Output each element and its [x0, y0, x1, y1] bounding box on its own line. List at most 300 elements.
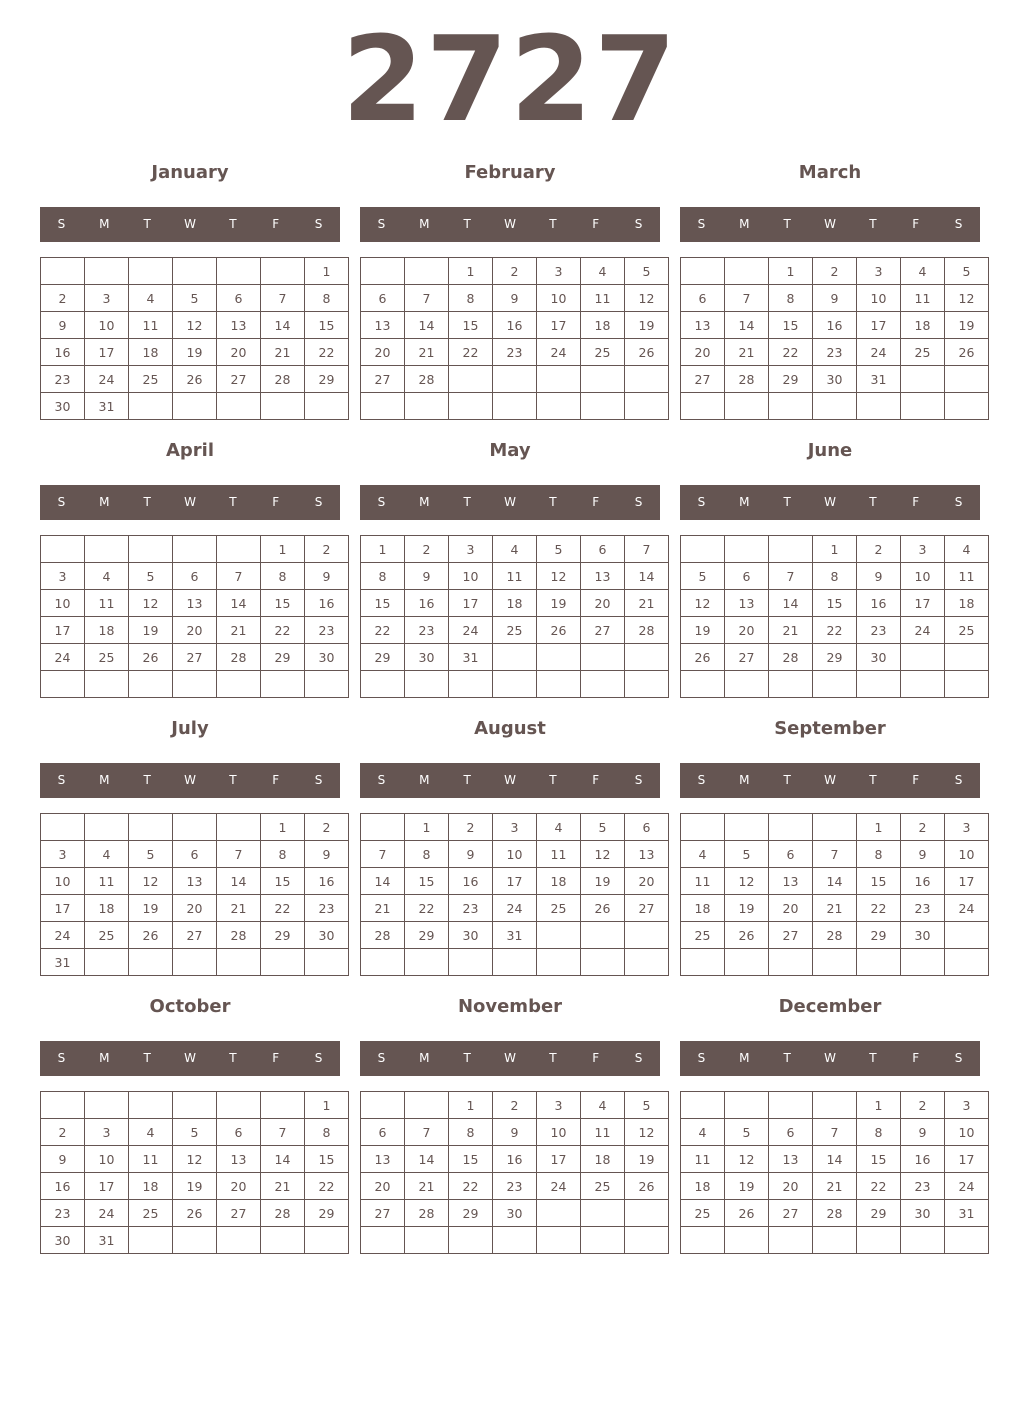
weekday-label: T [549, 1051, 557, 1065]
day-cell [405, 258, 449, 285]
weekday-header-bar [40, 485, 340, 520]
day-cell: 11 [681, 1146, 725, 1173]
day-cell: 14 [217, 868, 261, 895]
day-cell: 26 [725, 1200, 769, 1227]
day-cell [725, 536, 769, 563]
weekday-label: T [783, 495, 791, 509]
weekday-label: T [463, 495, 471, 509]
weekday-label: T [143, 495, 151, 509]
week-row [41, 617, 349, 644]
day-cell: 25 [681, 1200, 725, 1227]
day-cell: 23 [813, 339, 857, 366]
week-row [361, 1227, 669, 1254]
day-cell [217, 536, 261, 563]
day-cell: 8 [361, 563, 405, 590]
weekday-label: S [377, 773, 386, 787]
day-cell: 8 [769, 285, 813, 312]
day-cell: 22 [857, 895, 901, 922]
weekday-label: S [954, 773, 963, 787]
day-cell: 4 [901, 258, 945, 285]
day-cell: 4 [129, 285, 173, 312]
weekday-label: T [549, 495, 557, 509]
day-cell: 28 [217, 922, 261, 949]
day-cell: 9 [405, 563, 449, 590]
day-cell [405, 671, 449, 698]
day-grid [360, 535, 669, 698]
week-row [681, 895, 989, 922]
day-cell [173, 393, 217, 420]
day-cell: 22 [261, 617, 305, 644]
day-cell: 30 [449, 922, 493, 949]
day-cell: 27 [173, 922, 217, 949]
day-cell: 20 [361, 1173, 405, 1200]
week-row [361, 393, 669, 420]
day-cell: 20 [173, 895, 217, 922]
day-cell [173, 814, 217, 841]
day-cell: 21 [217, 895, 261, 922]
day-cell: 6 [173, 563, 217, 590]
week-row [681, 617, 989, 644]
weekday-label: T [869, 1051, 877, 1065]
day-cell [681, 1227, 725, 1254]
day-cell: 21 [625, 590, 669, 617]
day-cell: 15 [857, 868, 901, 895]
weekday-label: S [314, 773, 323, 787]
day-cell: 19 [581, 868, 625, 895]
weekday-label: S [634, 773, 643, 787]
day-cell [261, 258, 305, 285]
day-cell: 14 [261, 1146, 305, 1173]
day-cell: 9 [41, 312, 85, 339]
day-cell: 26 [537, 617, 581, 644]
weekday-label: F [272, 1051, 280, 1065]
day-cell: 19 [681, 617, 725, 644]
day-cell: 3 [901, 536, 945, 563]
day-cell: 17 [449, 590, 493, 617]
day-cell: 12 [725, 1146, 769, 1173]
day-cell: 13 [581, 563, 625, 590]
week-row [361, 1200, 669, 1227]
day-cell: 3 [493, 814, 537, 841]
day-cell [813, 671, 857, 698]
day-cell: 7 [813, 1119, 857, 1146]
weekday-label: M [739, 495, 750, 509]
day-cell: 28 [361, 922, 405, 949]
day-cell [449, 1227, 493, 1254]
day-cell: 22 [769, 339, 813, 366]
day-cell: 2 [813, 258, 857, 285]
day-cell: 29 [261, 644, 305, 671]
day-cell: 11 [901, 285, 945, 312]
day-cell [901, 949, 945, 976]
day-cell [493, 949, 537, 976]
week-row [681, 671, 989, 698]
day-cell: 19 [173, 1173, 217, 1200]
day-cell: 28 [405, 1200, 449, 1227]
day-cell: 21 [217, 617, 261, 644]
week-row [361, 536, 669, 563]
week-row [681, 1227, 989, 1254]
day-cell: 28 [769, 644, 813, 671]
week-row [41, 563, 349, 590]
day-cell: 13 [769, 868, 813, 895]
weekday-label: S [57, 495, 66, 509]
weekday-label: S [314, 217, 323, 231]
weekday-label: M [99, 773, 110, 787]
weekday-label: F [592, 1051, 600, 1065]
day-cell: 27 [361, 366, 405, 393]
day-cell [85, 536, 129, 563]
month-name: September [774, 718, 886, 739]
day-cell [361, 671, 405, 698]
weekday-label: T [143, 1051, 151, 1065]
day-cell: 10 [493, 841, 537, 868]
weekday-label: T [463, 773, 471, 787]
week-row [681, 922, 989, 949]
day-cell [85, 949, 129, 976]
month-name: March [798, 162, 862, 183]
day-cell [725, 1092, 769, 1119]
day-cell [537, 1200, 581, 1227]
day-cell: 10 [857, 285, 901, 312]
weekday-label: S [954, 1051, 963, 1065]
day-cell [405, 949, 449, 976]
day-cell: 24 [945, 895, 989, 922]
month-name: August [474, 718, 546, 739]
day-cell [681, 536, 725, 563]
weekday-label: S [634, 1051, 643, 1065]
day-cell [305, 671, 349, 698]
day-cell: 17 [945, 868, 989, 895]
day-cell [173, 1227, 217, 1254]
day-cell: 18 [681, 1173, 725, 1200]
day-cell: 13 [217, 1146, 261, 1173]
day-cell: 24 [493, 895, 537, 922]
weekday-header-bar [680, 763, 980, 798]
day-cell [725, 1227, 769, 1254]
day-cell [901, 1227, 945, 1254]
day-cell: 4 [681, 1119, 725, 1146]
day-cell [85, 1092, 129, 1119]
day-grid [680, 535, 989, 698]
day-cell: 24 [41, 922, 85, 949]
day-cell: 7 [261, 285, 305, 312]
day-cell: 5 [625, 1092, 669, 1119]
day-cell: 27 [173, 644, 217, 671]
weekday-label: T [143, 217, 151, 231]
day-cell [769, 814, 813, 841]
day-cell [305, 1227, 349, 1254]
day-cell: 10 [901, 563, 945, 590]
weekday-label: S [634, 217, 643, 231]
day-cell [405, 393, 449, 420]
day-cell: 5 [537, 536, 581, 563]
week-row [361, 922, 669, 949]
day-cell: 16 [901, 1146, 945, 1173]
day-cell [537, 644, 581, 671]
weekday-label: F [592, 217, 600, 231]
day-cell: 31 [945, 1200, 989, 1227]
weekday-label: T [229, 217, 237, 231]
day-cell: 4 [581, 258, 625, 285]
day-cell: 9 [305, 563, 349, 590]
day-cell: 23 [305, 617, 349, 644]
day-cell: 25 [493, 617, 537, 644]
week-row [41, 841, 349, 868]
day-cell: 30 [901, 922, 945, 949]
day-grid [40, 535, 349, 698]
weekday-label: M [419, 495, 430, 509]
day-cell: 10 [537, 285, 581, 312]
day-cell: 13 [681, 312, 725, 339]
weekday-label: T [783, 773, 791, 787]
week-row [41, 339, 349, 366]
day-cell: 17 [41, 895, 85, 922]
day-cell: 5 [173, 1119, 217, 1146]
day-cell [945, 1227, 989, 1254]
day-cell: 24 [901, 617, 945, 644]
weekday-header-bar [360, 1041, 660, 1076]
week-row [681, 590, 989, 617]
day-cell [581, 366, 625, 393]
day-cell [945, 671, 989, 698]
day-cell: 31 [493, 922, 537, 949]
day-cell: 3 [537, 258, 581, 285]
day-cell: 3 [449, 536, 493, 563]
day-cell: 20 [217, 1173, 261, 1200]
month-name: December [778, 996, 882, 1017]
week-row [361, 617, 669, 644]
day-cell: 27 [725, 644, 769, 671]
weekday-header-bar [360, 763, 660, 798]
weekday-header-bar [680, 485, 980, 520]
day-cell: 18 [537, 868, 581, 895]
day-cell: 30 [305, 922, 349, 949]
weekday-label: M [739, 217, 750, 231]
week-row [681, 841, 989, 868]
weekday-label: S [377, 495, 386, 509]
day-cell: 16 [813, 312, 857, 339]
week-row [681, 366, 989, 393]
day-cell [581, 922, 625, 949]
day-cell: 10 [537, 1119, 581, 1146]
day-cell: 10 [945, 841, 989, 868]
day-cell: 11 [581, 1119, 625, 1146]
day-cell: 7 [405, 285, 449, 312]
day-cell [261, 671, 305, 698]
day-cell: 12 [537, 563, 581, 590]
day-cell [725, 949, 769, 976]
day-cell [725, 258, 769, 285]
day-cell: 2 [405, 536, 449, 563]
day-cell: 22 [449, 339, 493, 366]
week-row [681, 393, 989, 420]
day-cell: 9 [901, 841, 945, 868]
day-cell: 16 [901, 868, 945, 895]
day-cell: 8 [261, 841, 305, 868]
day-cell: 27 [217, 366, 261, 393]
day-cell: 1 [261, 814, 305, 841]
week-row [41, 393, 349, 420]
day-cell: 3 [85, 1119, 129, 1146]
week-row [361, 949, 669, 976]
weekday-label: F [592, 773, 600, 787]
weekday-label: M [739, 1051, 750, 1065]
day-grid [680, 813, 989, 976]
day-cell: 5 [625, 258, 669, 285]
day-cell: 18 [129, 1173, 173, 1200]
week-row [681, 1200, 989, 1227]
week-row [41, 366, 349, 393]
day-cell [217, 949, 261, 976]
weekday-label: S [954, 217, 963, 231]
day-cell: 26 [129, 644, 173, 671]
day-cell [405, 1092, 449, 1119]
day-cell [901, 366, 945, 393]
day-cell: 25 [901, 339, 945, 366]
month-name: November [457, 996, 563, 1017]
weekday-label: S [954, 495, 963, 509]
weekday-label: T [143, 773, 151, 787]
day-cell: 25 [537, 895, 581, 922]
weekday-label: S [57, 1051, 66, 1065]
month-name: June [807, 440, 853, 461]
day-cell: 15 [305, 1146, 349, 1173]
day-cell: 29 [405, 922, 449, 949]
weekday-label: W [184, 1051, 196, 1065]
day-cell: 22 [305, 339, 349, 366]
day-cell [305, 949, 349, 976]
day-cell [85, 258, 129, 285]
day-cell: 6 [173, 841, 217, 868]
day-cell [129, 393, 173, 420]
weekday-label: W [824, 773, 836, 787]
week-row [41, 312, 349, 339]
week-row [41, 922, 349, 949]
day-cell: 13 [173, 868, 217, 895]
day-cell: 23 [41, 366, 85, 393]
day-cell: 27 [681, 366, 725, 393]
day-cell: 6 [217, 1119, 261, 1146]
day-cell: 14 [405, 1146, 449, 1173]
day-cell [725, 393, 769, 420]
day-cell [41, 258, 85, 285]
day-cell: 2 [857, 536, 901, 563]
day-cell: 16 [41, 339, 85, 366]
day-cell: 1 [857, 814, 901, 841]
day-cell: 8 [261, 563, 305, 590]
week-row [41, 1173, 349, 1200]
day-cell [769, 393, 813, 420]
day-cell: 21 [405, 1173, 449, 1200]
day-cell [681, 949, 725, 976]
day-cell: 26 [625, 339, 669, 366]
week-row [681, 1119, 989, 1146]
day-cell: 28 [625, 617, 669, 644]
day-cell: 16 [405, 590, 449, 617]
day-cell: 11 [85, 590, 129, 617]
day-cell [449, 393, 493, 420]
day-cell: 30 [405, 644, 449, 671]
day-cell [537, 922, 581, 949]
day-cell [449, 366, 493, 393]
day-cell: 7 [217, 841, 261, 868]
day-cell [625, 949, 669, 976]
day-cell: 23 [493, 339, 537, 366]
weekday-label: W [504, 773, 516, 787]
day-cell: 26 [173, 1200, 217, 1227]
day-cell: 22 [405, 895, 449, 922]
day-cell: 27 [625, 895, 669, 922]
day-cell: 4 [85, 841, 129, 868]
day-cell [769, 1227, 813, 1254]
week-row [41, 1200, 349, 1227]
day-cell: 12 [173, 312, 217, 339]
day-cell: 5 [129, 841, 173, 868]
day-cell: 26 [681, 644, 725, 671]
day-cell: 12 [625, 1119, 669, 1146]
day-cell: 26 [173, 366, 217, 393]
day-cell: 12 [725, 868, 769, 895]
day-cell: 14 [361, 868, 405, 895]
day-cell: 25 [581, 339, 625, 366]
day-cell [493, 644, 537, 671]
day-cell: 2 [493, 1092, 537, 1119]
month-name: April [165, 440, 215, 461]
day-cell: 18 [681, 895, 725, 922]
day-cell [681, 671, 725, 698]
weekday-label: T [463, 217, 471, 231]
day-cell [41, 1092, 85, 1119]
week-row [681, 563, 989, 590]
day-cell: 17 [493, 868, 537, 895]
day-cell: 27 [361, 1200, 405, 1227]
day-cell [173, 671, 217, 698]
day-cell: 1 [305, 1092, 349, 1119]
day-cell: 19 [129, 895, 173, 922]
weekday-label: F [592, 495, 600, 509]
day-cell: 25 [129, 1200, 173, 1227]
day-cell [857, 949, 901, 976]
weekday-label: W [504, 495, 516, 509]
day-cell: 21 [261, 1173, 305, 1200]
weekday-label: M [99, 217, 110, 231]
day-cell [217, 1227, 261, 1254]
day-cell: 17 [537, 312, 581, 339]
week-row [361, 339, 669, 366]
day-cell: 2 [305, 814, 349, 841]
week-row [361, 1173, 669, 1200]
day-cell [581, 644, 625, 671]
day-cell [361, 814, 405, 841]
week-row [361, 590, 669, 617]
week-row [41, 868, 349, 895]
day-cell [625, 671, 669, 698]
day-cell: 19 [625, 312, 669, 339]
day-cell [625, 1227, 669, 1254]
month-name: January [151, 162, 229, 183]
day-cell [681, 1092, 725, 1119]
day-cell: 12 [129, 868, 173, 895]
day-cell: 5 [129, 563, 173, 590]
week-row [681, 536, 989, 563]
day-cell [493, 671, 537, 698]
weekday-label: F [912, 495, 920, 509]
week-row [681, 285, 989, 312]
week-row [41, 895, 349, 922]
day-cell: 17 [41, 617, 85, 644]
day-cell: 6 [361, 285, 405, 312]
